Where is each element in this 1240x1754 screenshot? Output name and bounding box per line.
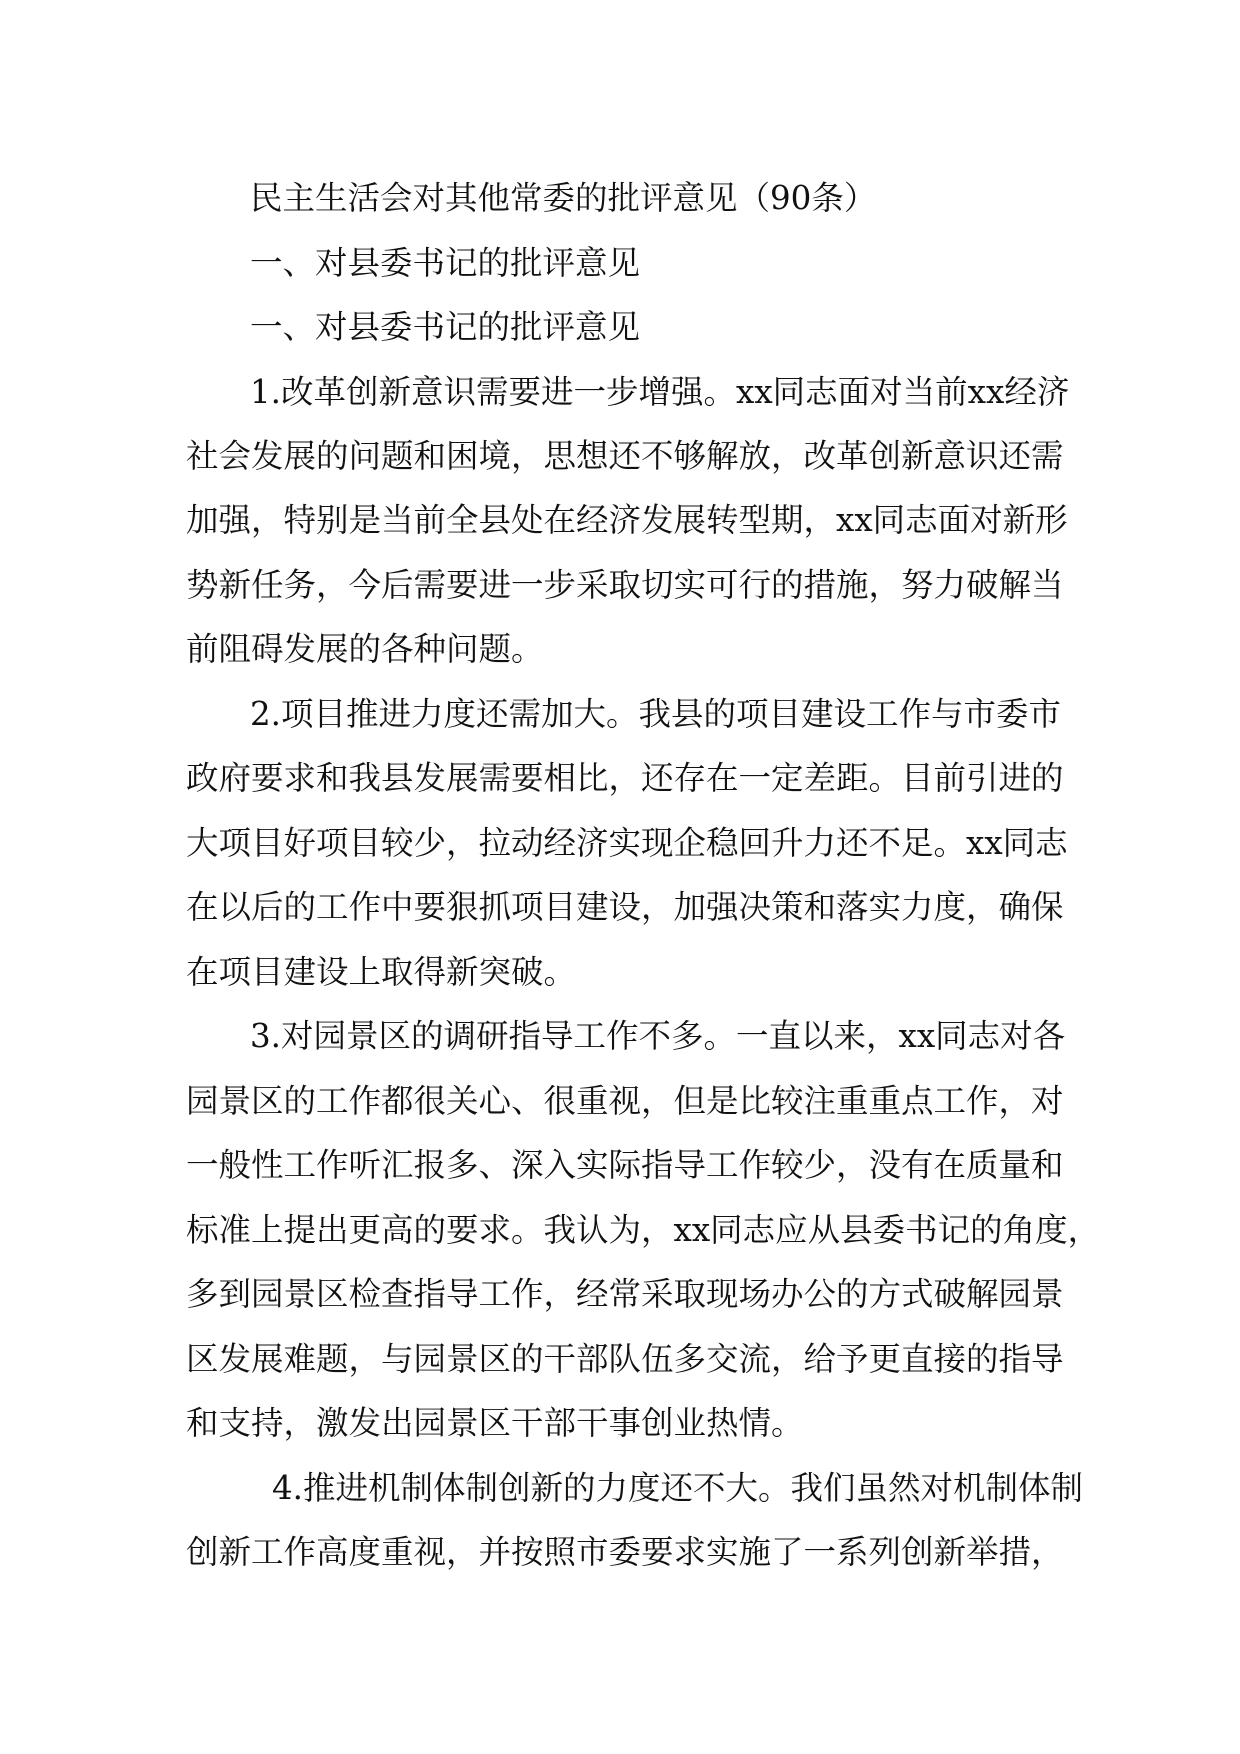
paragraph-line: 4.推进机制体制创新的力度还不大。我们虽然对机制体制 <box>272 1469 1084 1507</box>
paragraph-line: 多到园景区检查指导工作，经常采取现场办公的方式破解园景 <box>186 1275 1064 1313</box>
paragraph-line: 加强，特别是当前全县处在经济发展转型期，xx同志面对新形 <box>186 501 1068 539</box>
paragraph-line: 在以后的工作中要狠抓项目建设，加强决策和落实力度，确保 <box>186 888 1064 926</box>
paragraph-line: 1.改革创新意识需要进一步增强。xx同志面对当前xx经济 <box>250 373 1070 411</box>
section-heading: 一、对县委书记的批评意见 <box>250 244 641 282</box>
document-title: 民主生活会对其他常委的批评意见（90条） <box>250 179 877 217</box>
section-heading: 一、对县委书记的批评意见 <box>250 308 641 346</box>
paragraph-line: 一般性工作听汇报多、深入实际指导工作较少，没有在质量和 <box>186 1146 1064 1184</box>
paragraph-line: 前阻碍发展的各种问题。 <box>186 630 544 668</box>
paragraph-line: 在项目建设上取得新突破。 <box>186 953 577 991</box>
paragraph-line: 政府要求和我县发展需要相比，还存在一定差距。目前引进的 <box>186 759 1064 797</box>
paragraph-line: 2.项目推进力度还需加大。我县的项目建设工作与市委市 <box>250 695 1062 733</box>
paragraph-line: 和支持，激发出园景区干部干事创业热情。 <box>186 1404 804 1442</box>
paragraph-line: 园景区的工作都很关心、很重视，但是比较注重重点工作，对 <box>186 1082 1064 1120</box>
paragraph-line: 标准上提出更高的要求。我认为，xx同志应从县委书记的角度， <box>186 1211 1101 1249</box>
paragraph-line: 创新工作高度重视，并按照市委要求实施了一系列创新举措， <box>186 1533 1064 1571</box>
paragraph-line: 区发展难题，与园景区的干部队伍多交流，给予更直接的指导 <box>186 1340 1064 1378</box>
paragraph-line: 大项目好项目较少，拉动经济实现企稳回升力还不足。xx同志 <box>186 824 1068 862</box>
paragraph-line: 社会发展的问题和困境，思想还不够解放，改革创新意识还需 <box>186 437 1064 475</box>
paragraph-line: 3.对园景区的调研指导工作不多。一直以来，xx同志对各 <box>250 1017 1066 1055</box>
paragraph-line: 势新任务，今后需要进一步采取切实可行的措施，努力破解当 <box>186 566 1064 604</box>
